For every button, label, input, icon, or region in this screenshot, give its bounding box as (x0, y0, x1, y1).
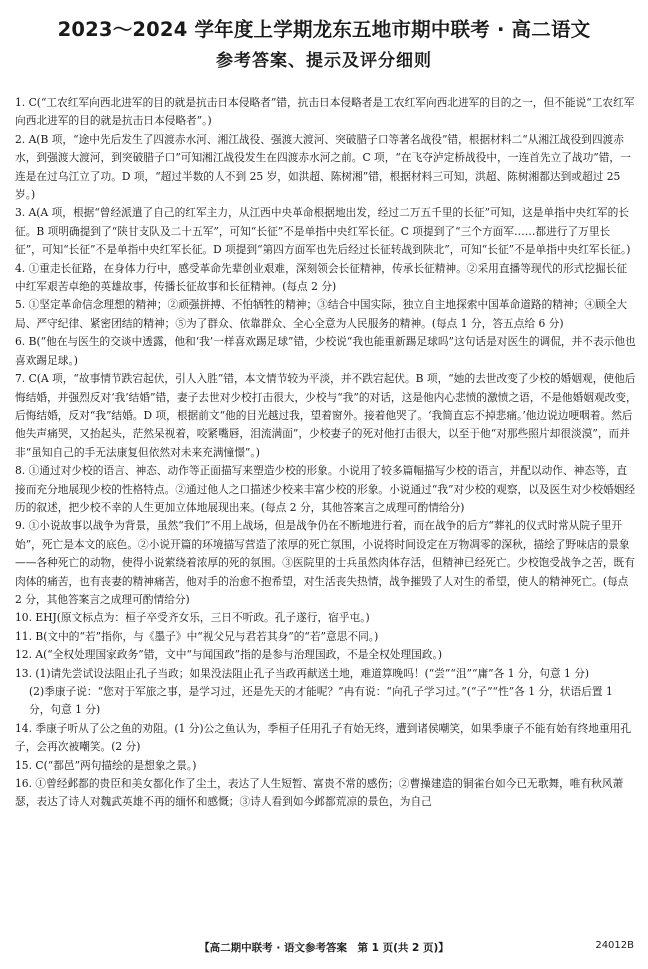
answer-item-8: 8. ①通过对少校的语言、神态、动作等正面描写来塑造少校的形象。小说用了较多篇幅描写少校的语言，并配以动作、神态等，直接而充分地展现少校的性格特点。②通过他人之口描述少校来丰富少校的形象。小说通过“我”对少校的观察，以及医生对少校婚姻经历的叙述，把少校不幸的人生更加立体地展现出来。(每点 2 分，其他答案言之成理可酌情给分) (15, 464, 636, 514)
footer-page-info: 【高二期中联考 · 语文参考答案 第 1 页(共 2 页)】 (199, 942, 449, 954)
footer-doc-code: 24012B (595, 940, 634, 951)
answer-item-4: 4. ①重走长征路，在身体力行中，感受革命先辈创业艰难，深刻领会长征精神，传承长征精神。②采用直播等现代的形式挖掘长征中红军艰苦卓绝的英雄故事，传播长征故事和长征精神。(每点 2 分) (15, 261, 628, 294)
answer-item-9: 9. ①小说故事以战争为背景，虽然“我们”不用上战场，但是战争仍在不断地进行着，而在战争的后方“葬礼的仪式时常从院子里开始”，死亡是本文的底色。②小说开篇的环境描写营造了浓厚的死亡氛围，小说将时间设定在万物凋零的深秋，描绘了野味店的景象——各种死亡的动物，使得小说萦绕着浓厚的死的氛围。③医院里的士兵虽然肉体存活，但精神已经死亡。少校饱受战争之苦，既有肉体的痛苦，也有丧妻的精神痛苦，他对手的治愈不抱希望，对生活丧失热情，战争摧毁了人对生的希望，使人的精神死亡。(每点 2 分，其他答案言之成理可酌情给分) (15, 519, 635, 606)
page-title: 2023～2024 学年度上学期龙东五地市期中联考 · 高二语文 (57, 18, 591, 41)
answer-item-11: 11. B(文中的“若”指你，与《墨子》中“视父兄与君若其身”的“若”意思不同。) (15, 629, 379, 643)
answer-item-6: 6. B(“他在与医生的交谈中透露，他和‘我’一样喜欢踢足球”错，少校说“我也能重新踢足球吗”这句话是对医生的调侃，并不表示他也喜欢踢足球。) (15, 335, 636, 367)
answer-item-14: 14. 季康子听从了公之鱼的劝阻。(1 分)公之鱼认为，季桓子任用孔子有始无终，遭到诸侯嘲笑，如果季康子不能有始有终地重用孔子，会再次被嘲笑。(2 分) (15, 721, 632, 754)
answer-item-5: 5. ①坚定革命信念理想的精神；②顽强拼搏、不怕牺牲的精神；③结合中国实际，独立自主地探索中国革命道路的精神；④顾全大局、严守纪律、紧密团结的精神；⑤为了群众、依靠群众、全心全意为人民服务的精神。(每点 1 分，答五点给 6 分) (15, 298, 628, 330)
page-subtitle: 参考答案、提示及评分细则 (216, 51, 432, 71)
page-footer (0, 940, 648, 958)
answer-item-3: 3. A(A 项，根据“曾经派遣了自己的红军主力，从江西中央革命根据地出发，经过二万五千里的长征”可知，这是单指中央红军的长征。B 项明确提到了“陕甘支队及二十五军”，可知“长征”不是单指中央红军长征。C 项提到了“三个方面军……都进行了万里长征”，可知“长征”不是单指中央红军长征。D 项提到“第四方面军也先后经过长征转战到陕北”，可知“长征”不是单指中央红军长征。) (15, 206, 631, 257)
answer-item-15: 15. C(“都邑”两句描绘的是想象之景。) (15, 758, 197, 772)
answer-item-7: 7. C(A 项，“故事情节跌宕起伏，引人入胜”错，本文情节较为平淡，并不跌宕起伏。B 项，“她的去世改变了少校的婚姻观，使他后悔结婚，并强烈反对‘我’结婚”错，妻子去世对少校打击很大，少校与“我”的对话，这是他内心悲愤的激愤之语，不是他婚姻观改变，后悔结婚，反对“我”结婚。D 项，根据前文“他的目光越过我，望着窗外。接着他哭了。‘我简直忘不掉悲痛。’他边说边哽咽着。然后他失声痛哭，又抬起头，茫然呆视着，咬紧嘴唇，泪流满面”，少校妻子的死对他打击很大，以至于他“对那些照片却很淡漠”，而并非“虽知自己的手无法康复但依然对未来充满憧憬”。) (15, 372, 637, 459)
answer-item-2: 2. A(B 项，“途中先后发生了四渡赤水河、湘江战役、强渡大渡河、突破腊子口等著名战役”错，根据材料二“从湘江战役到四渡赤水，到强渡大渡河，到突破腊子口”可知湘江战役发生在四渡赤水河之前。C 项，“在飞夺泸定桥战役中，一连首先立了战功”错，一连是在过乌江立了功。D 项，“超过半数的人不到 25 岁，如洪超、陈树湘”错，根据材料三可知，洪超、陈树湘都达到或超过 25 岁。) (15, 132, 631, 202)
answer-item-13-1: 13. (1)请先尝试设法阻止孔子当政；如果没法阻止孔子当政再献送土地，难道算晚吗！(“尝”“沮”“庸”各 1 分，句意 1 分) (15, 666, 590, 680)
answer-item-13-2: (2)季康子说：“您对于军旅之事，是学习过，还是先天的才能呢？”冉有说：“向孔子学习过。”(“子”“性”各 1 分，状语后置 1 分，句意 1 分) (29, 685, 613, 717)
answer-item-1: 1. C(“工农红军向西北进军的目的就是抗击日本侵略者”错，抗击日本侵略者是工农红军向西北进军的目的之一，但不能说“工农红军向西北进军的目的就是抗击日本侵略者”。) (15, 96, 635, 128)
answer-item-10: 10. EHJ(原文标点为：桓子卒受齐女乐，三日不听政。孔子遂行，宿乎屯。) (15, 611, 370, 625)
answer-item-16: 16. ①曾经邺都的贵臣和美女都化作了尘土，表达了人生短暂、富贵不常的感伤；②曹操建造的铜雀台如今已无歌舞，唯有秋风萧瑟，表达了诗人对魏武英雄不再的缅怀和感慨；③诗人看到如今邺都荒凉的景色，为自己 (15, 777, 624, 809)
answer-list (15, 94, 637, 932)
answer-item-12: 12. A(“全权处理国家政务”错，文中“与闻国政”指的是参与治理国政，不是全权处理国政。) (15, 648, 443, 662)
